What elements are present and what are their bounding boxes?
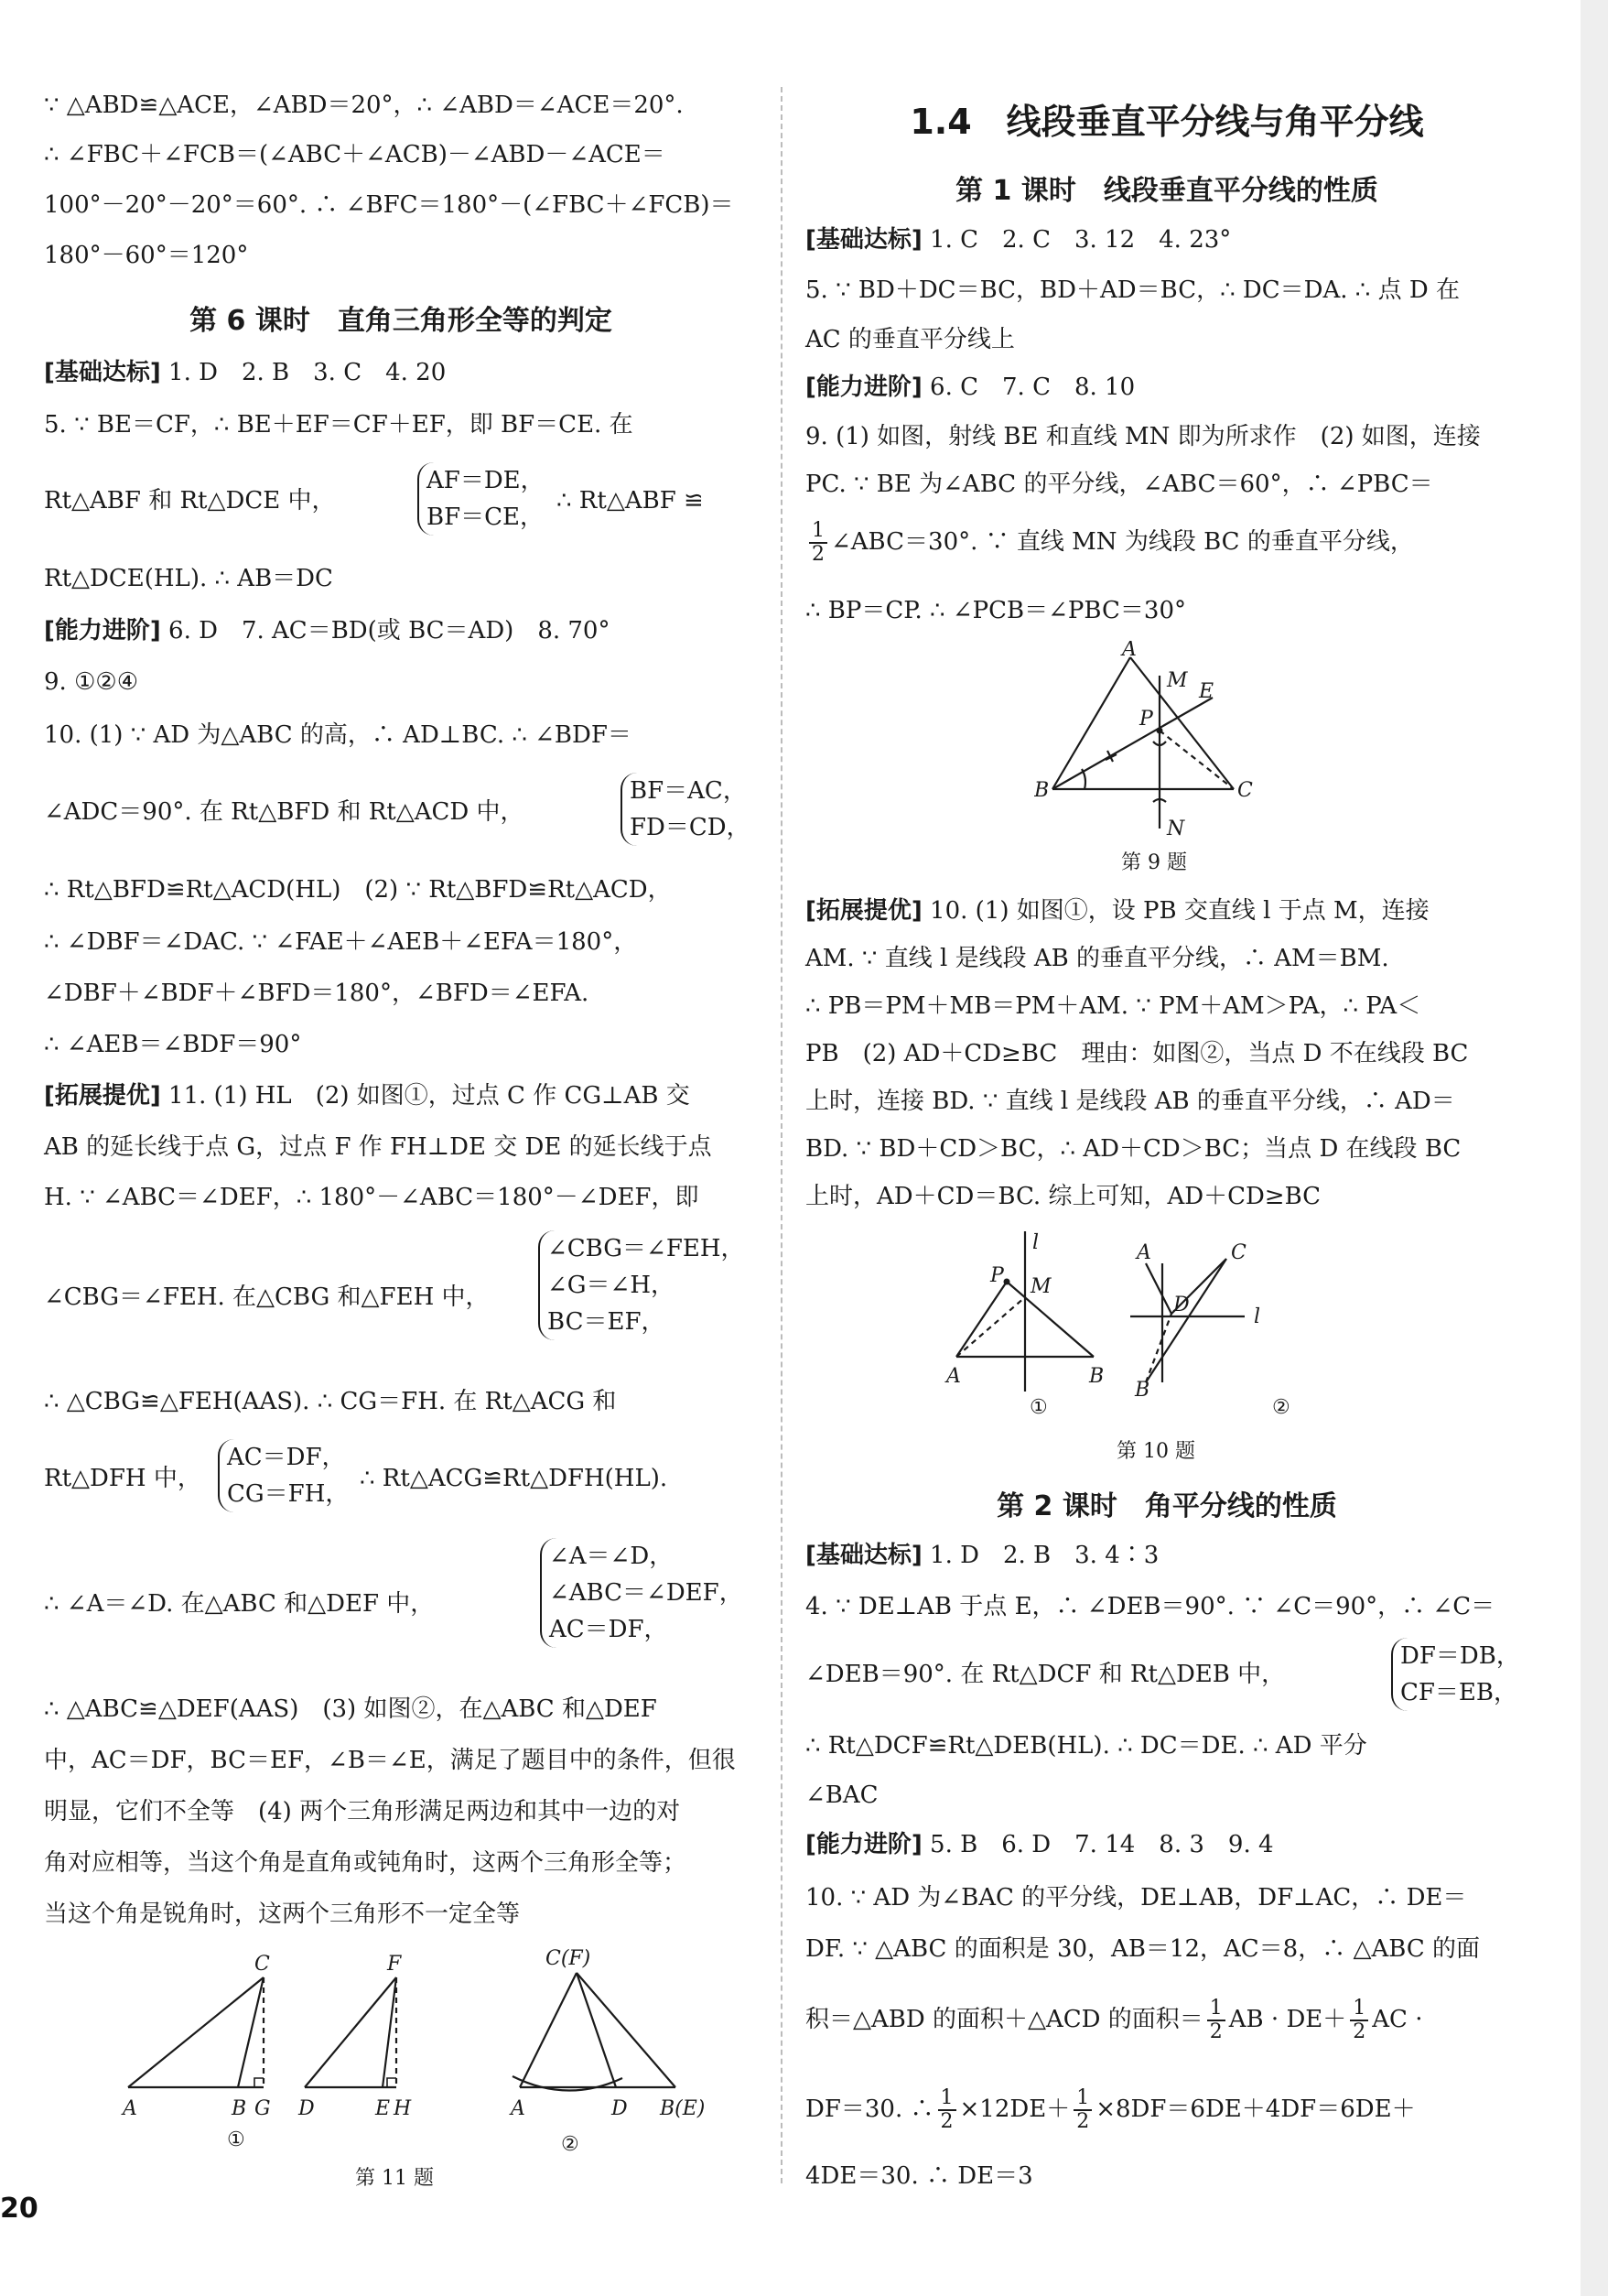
left-column [44,0,758,2296]
tag-ability: [能力进阶] [44,617,161,644]
system-row: BF＝AC， [630,777,747,805]
system-row: AC＝DF， [227,1444,346,1471]
fig-line [1146,1263,1171,1314]
system-row: DF＝DB， [1400,1642,1520,1670]
system-row: AC＝DF， [549,1616,668,1643]
answer-line-basic [44,357,446,388]
text-line: 5. ∵ BD＋DC＝BC，BD＋AD＝BC，∴ DC＝DA. ∴ 点 D 在 [805,276,1460,304]
fig11-label-D2: D [611,2097,628,2120]
system-brace [538,1230,745,1340]
fig9-label-P: P [1139,708,1153,731]
fig10-label-A2: A [1137,1241,1151,1264]
system-brace [540,1538,743,1648]
basic-answers: 1. D 2. B 3. 4∶3 [930,1542,1160,1569]
fig10-label-A: A [946,1365,961,1388]
text-span: DF＝30. ∴ [805,2096,934,2123]
fig11-circle-1: ① [227,2128,245,2151]
text-line: 5. ∵ BE＝CF，∴ BE＋EF＝CF＋EF，即 BF＝CE. 在 [44,411,633,439]
fraction-denominator: 2 [940,2110,954,2133]
fig9-label-A: A [1122,641,1137,661]
fraction [1207,1998,1225,2043]
tag-extension: [拓展提优] [44,1082,161,1110]
text-line: ∴ Rt△BFD≌Rt△ACD(HL) (2) ∵ Rt△BFD≌Rt△ACD， [44,876,672,904]
fig11-label-G: G [254,2097,271,2120]
fig11-label-A2: A [511,2097,525,2120]
text-line: Rt△DCE(HL). ∴ AB＝DC [44,565,333,592]
text-line: 4DE＝30. ∴ DE＝3 [805,2162,1033,2190]
section-title-lesson-1: 第 1 课时 线段垂直平分线的性质 [955,175,1378,207]
page-edge [1581,0,1608,2296]
section-title-lesson-2: 第 2 课时 角平分线的性质 [997,1490,1337,1522]
text-line-with-fraction [805,1998,1422,2043]
fig11-label-B: B [232,2097,247,2120]
section-heading-1-4: 1.4 线段垂直平分线与角平分线 [910,102,1424,142]
ability-answers: 5. B 6. D 7. 14 8. 3 9. 4 [930,1831,1274,1858]
fig10-label-B2: B [1135,1379,1150,1396]
text-line: 9. ①②④ [44,668,138,696]
text-line: 10. (1) ∵ AD 为△ABC 的高，∴ AD⊥BC. ∴ ∠BDF＝ [44,721,631,749]
text-line: AC 的垂直平分线上 [805,326,1015,353]
text-line: AM. ∵ 直线 l 是线段 AB 的垂直平分线，∴ AM＝BM. [805,945,1389,972]
fraction [1350,1998,1368,2043]
basic-answers: 1. D 2. B 3. C 4. 20 [168,359,447,386]
column-divider [781,87,782,2183]
fig9-label-E: E [1199,680,1214,703]
system-row: ∠A＝∠D， [549,1543,674,1570]
system-row: FD＝CD， [630,814,750,841]
text-span: 积＝△ABD 的面积＋△ACD 的面积＝ [805,2006,1203,2033]
text-line: BD. ∵ BD＋CD＞BC，∴ AD＋CD＞BC；当点 D 在线段 BC [805,1135,1462,1163]
fig10-label-l2: l [1254,1305,1261,1328]
answer-line-basic [805,224,1231,255]
text-line: 9. (1) 如图，射线 BE 和直线 MN 即为所求作 (2) 如图，连接 [805,423,1481,450]
text-line: H. ∵ ∠ABC＝∠DEF，∴ 180°－∠ABC＝180°－∠DEF，即 [44,1184,699,1211]
system-row: BC＝EF， [547,1308,665,1336]
tag-basic: [基础达标] [805,1542,923,1569]
text-line: ∴ ∠FBC＋∠FCB＝(∠ABC＋∠ACB)－∠ABD－∠ACE＝ [44,141,665,168]
answer-line-ability [44,615,610,646]
tag-basic: [基础达标] [44,359,161,386]
fig11-label-E: E [375,2097,391,2120]
text-span: AC · [1372,2006,1423,2033]
text-line: ∴ BP＝CP. ∴ ∠PCB＝∠PBC＝30° [805,597,1186,624]
extension-line [805,895,1430,926]
fraction-numerator: 1 [1350,1998,1368,2021]
fig9-label-M: M [1167,669,1188,692]
fig10-circle-1: ① [1030,1396,1048,1419]
figure-11 [117,1941,739,2161]
text-line: 上时，AD＋CD＝BC. 综上可知，AD＋CD≥BC [805,1183,1322,1210]
text-line-with-fraction [805,520,1414,566]
extension-line [44,1080,690,1111]
text-line: ∴ △ABC≌△DEF(AAS) (3) 如图②，在△ABC 和△DEF [44,1695,657,1723]
fig11-label-A: A [123,2097,137,2120]
fig-line [383,1977,396,2087]
system-row: ∠ABC＝∠DEF， [549,1579,743,1607]
fraction-numerator: 1 [1207,1998,1225,2021]
fraction-denominator: 2 [1076,2110,1090,2133]
fig-line [128,1977,264,2087]
system-brace [621,773,750,846]
right-angle-mark [387,2078,396,2087]
fig10-label-l1: l [1032,1231,1040,1254]
fig9-caption: 第 9 题 [1121,851,1187,874]
fraction-numerator: 1 [1074,2087,1092,2111]
system-brace [218,1439,349,1512]
fraction-denominator: 2 [1353,2020,1366,2043]
text-line: ∠BAC [805,1782,879,1809]
fraction-denominator: 2 [1209,2020,1223,2043]
answer-line-ability [805,372,1135,403]
text-line-with-fraction [805,2087,1416,2133]
system-row: ∠CBG＝∠FEH， [547,1235,745,1262]
fig9-label-B: B [1034,779,1050,802]
fig11-label-CF: C(F) [545,1947,591,1970]
text-line: ∠CBG＝∠FEH. 在△CBG 和△FEH 中， [44,1283,490,1311]
system-row: CF＝EB， [1400,1679,1518,1706]
text-line: ∴ ∠A＝∠D. 在△ABC 和△DEF 中， [44,1590,435,1618]
fig11-label-H: H [394,2097,412,2120]
text-line: ∴ △CBG≌△FEH(AAS). ∴ CG＝FH. 在 Rt△ACG 和 [44,1388,617,1415]
ability-answers: 6. D 7. AC＝BD(或 BC＝AD) 8. 70° [168,617,610,644]
fig-arc [1082,769,1085,789]
answer-line-ability [805,1829,1274,1860]
text-line: ∴ PB＝PM＋MB＝PM＋AM. ∵ PM＋AM＞PA，∴ PA＜ [805,992,1421,1020]
text-line: 中，AC＝DF，BC＝EF，∠B＝∠E，满足了题目中的条件，但很 [44,1747,736,1774]
fig-line [956,1282,1007,1357]
fraction [938,2087,956,2133]
fig-arc [513,2076,622,2091]
fig11-circle-2: ② [561,2133,579,2156]
system-brace [1391,1638,1520,1711]
text-span: ×8DF＝6DE＋4DF＝6DE＋ [1095,2096,1416,2123]
system-brace [417,462,545,536]
tag-extension: [拓展提优] [805,897,923,925]
point-P [1004,1279,1010,1285]
tag-basic: [基础达标] [805,226,923,254]
fig11-caption: 第 11 题 [355,2167,434,2190]
text-line: PC. ∵ BE 为∠ABC 的平分线，∠ABC＝60°，∴ ∠PBC＝ [805,471,1433,498]
text-line: PB (2) AD＋CD≥BC 理由：如图②，当点 D 不在线段 BC [805,1040,1469,1067]
text-span: 10. (1) 如图①，设 PB 交直线 l 于点 M，连接 [930,897,1430,925]
text-line: 当这个角是锐角时，这两个三角形不一定全等 [44,1901,521,1928]
text-span: ×12DE＋ [959,2096,1071,2123]
ability-answers: 6. C 7. C 8. 10 [930,374,1136,401]
text-line: ∴ ∠DBF＝∠DAC. ∵ ∠FAE＋∠AEB＋∠EFA＝180°， [44,928,638,956]
fig10-label-C2: C [1231,1241,1246,1264]
fig11-label-D: D [298,2097,315,2120]
figure-10 [943,1227,1309,1396]
fig9-label-C: C [1237,779,1253,802]
text-line: 4. ∵ DE⊥AB 于点 E，∴ ∠DEB＝90°. ∵ ∠C＝90°，∴ ∠C＝ [805,1593,1495,1620]
text-line: 180°－60°＝120° [44,242,249,269]
fig-line [520,1973,577,2087]
text-line: ∵ △ABD≌△ACE，∠ABD＝20°，∴ ∠ABD＝∠ACE＝20°. [44,92,684,119]
fig9-label-N: N [1167,818,1185,838]
fig-line [577,1973,675,2087]
tag-ability: [能力进阶] [805,374,923,401]
fig10-label-B: B [1089,1365,1105,1388]
text-line: Rt△ABF 和 Rt△DCE 中， [44,487,336,514]
text-line: 角对应相等，当这个角是直角或钝角时，这两个三角形全等； [44,1849,687,1877]
point-P [1157,728,1163,734]
text-span: ∠ABC＝30°. ∵ 直线 MN 为线段 BC 的垂直平分线， [831,528,1414,556]
text-line: ∴ Rt△ACG≌Rt△DFH(HL). [360,1465,668,1492]
text-line: AB 的延长线于点 G，过点 F 作 FH⊥DE 交 DE 的延长线于点 [44,1133,712,1161]
fig-line [1146,1259,1226,1382]
section-title-lesson-6: 第 6 课时 直角三角形全等的判定 [189,305,612,337]
fraction-numerator: 1 [938,2087,956,2111]
system-row: CG＝FH， [227,1480,350,1508]
fig-line [1052,657,1130,789]
right-angle-mark [254,2078,264,2087]
fig10-label-P: P [990,1264,1004,1287]
system-row: AF＝DE， [426,467,545,494]
fig-line [305,1977,396,2087]
fig11-label-C: C [254,1953,270,1976]
text-line: 明显，它们不全等 (4) 两个三角形满足两边和其中一边的对 [44,1798,681,1825]
text-line: Rt△DFH 中， [44,1465,201,1492]
text-line: ∴ ∠AEB＝∠BDF＝90° [44,1031,302,1058]
page-number: 20 [0,2193,38,2225]
fig-line [1160,731,1234,789]
fraction [1074,2087,1092,2133]
fig11-label-F: F [387,1953,402,1976]
figure-9 [1034,641,1254,838]
system-row: BF＝CE， [426,504,545,531]
text-line: ∠ADC＝90°. 在 Rt△BFD 和 Rt△ACD 中， [44,798,524,826]
text-line: ∠DBF＋∠BDF＋∠BFD＝180°，∠BFD＝∠EFA. [44,980,589,1007]
fig-line [1052,698,1213,789]
basic-answers: 1. C 2. C 3. 12 4. 23° [930,226,1232,254]
fig10-caption: 第 10 题 [1117,1440,1195,1463]
fig-line [577,1973,616,2087]
text-line: DF. ∵ △ABC 的面积是 30，AB＝12，AC＝8，∴ △ABC 的面 [805,1935,1481,1963]
tag-ability: [能力进阶] [805,1831,923,1858]
text-line: ∠DEB＝90°. 在 Rt△DCF 和 Rt△DEB 中， [805,1661,1286,1688]
text-span: AB · DE＋ [1228,2006,1347,2033]
answer-line-basic [805,1540,1159,1571]
text-line: ∴ Rt△ABF ≌ [556,487,704,514]
fig11-label-BE: B(E) [660,2097,706,2120]
text-line: ∴ Rt△DCF≌Rt△DEB(HL). ∴ DC＝DE. ∴ AD 平分 [805,1732,1367,1760]
fraction-numerator: 1 [809,520,827,544]
fraction [809,520,827,566]
fraction-denominator: 2 [812,543,825,566]
text-line: 上时，连接 BD. ∵ 直线 l 是线段 AB 的垂直平分线，∴ AD＝ [805,1088,1455,1115]
right-column [805,0,1528,2296]
fig10-label-D2: D [1173,1294,1190,1316]
text-span: 11. (1) HL (2) 如图①，过点 C 作 CG⊥AB 交 [168,1082,690,1110]
fig10-label-M: M [1031,1275,1052,1298]
fig10-circle-2: ② [1272,1396,1290,1419]
system-row: ∠G＝∠H， [547,1272,675,1299]
text-line: 10. ∵ AD 为∠BAC 的平分线，DE⊥AB，DF⊥AC，∴ DE＝ [805,1884,1467,1912]
text-line: 100°－20°－20°＝60°. ∴ ∠BFC＝180°－(∠FBC＋∠FCB)＝ [44,191,734,219]
